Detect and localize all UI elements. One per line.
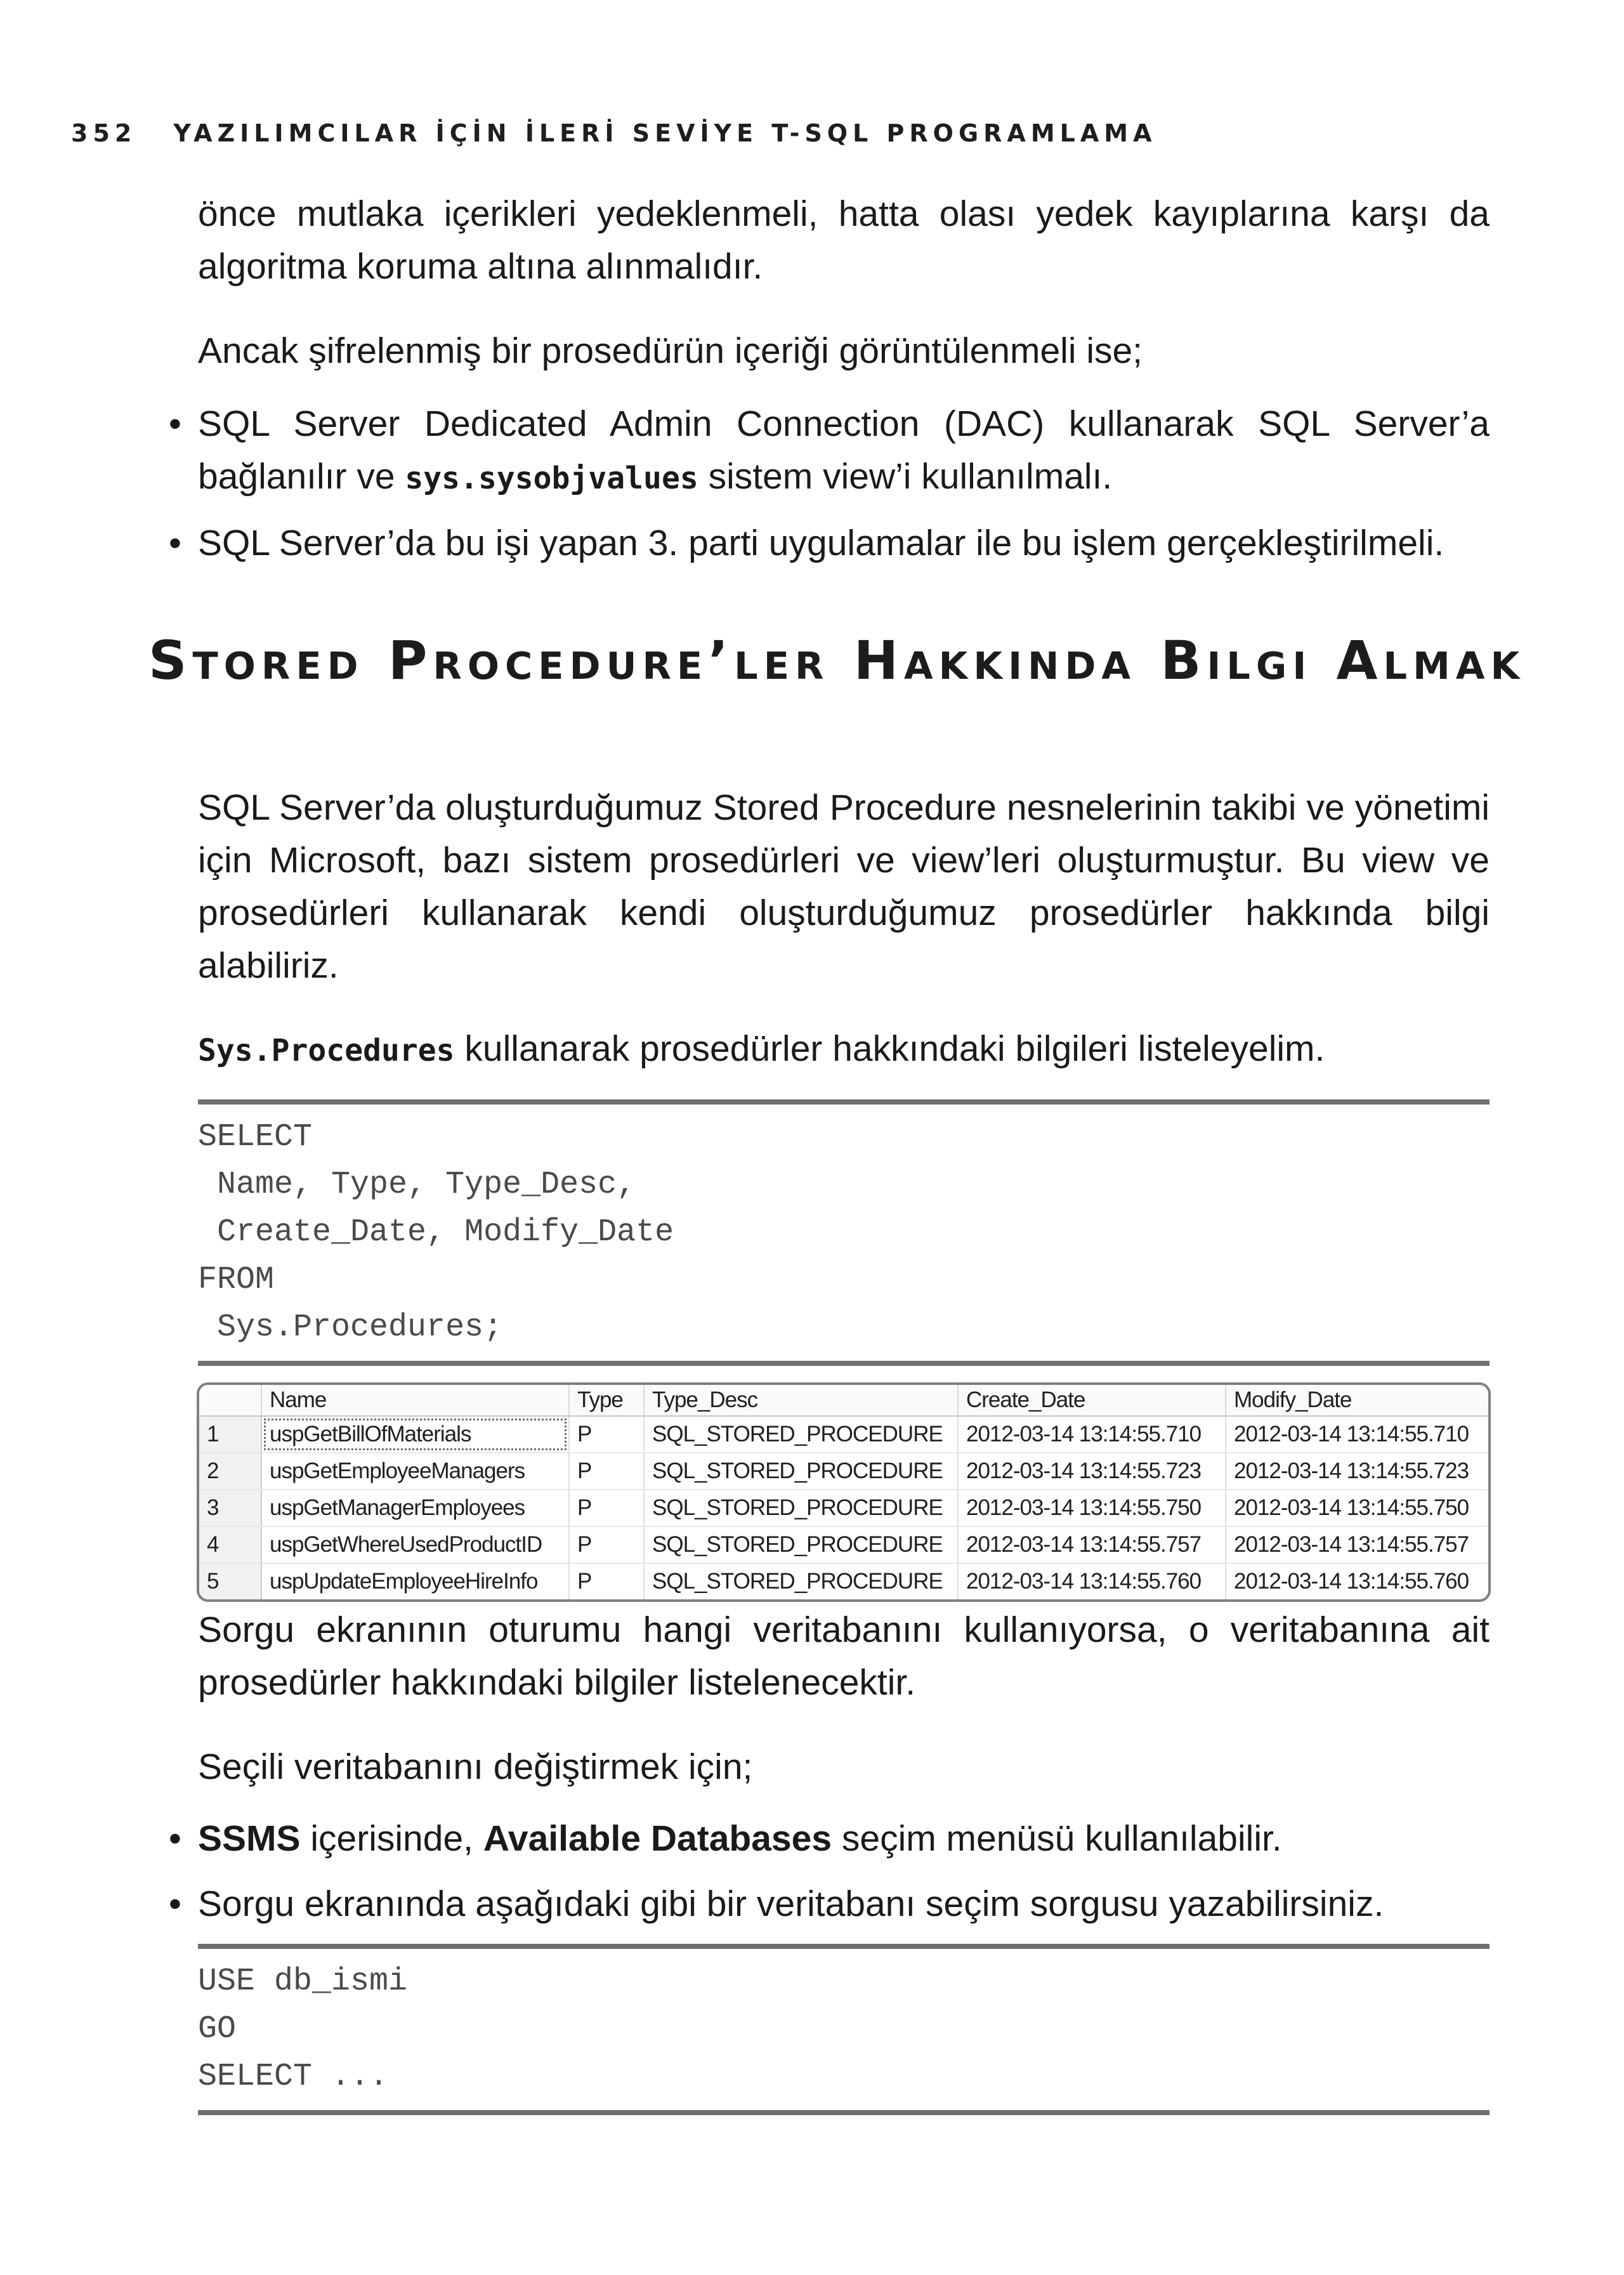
section-paragraph-1: SQL Server’da oluşturduğumuz Stored Procedure nesnelerinin takibi ve yönetimi için Microsoft, bazı sistem prosedürleri ve view’leri oluşturmuştur. Bu view ve prosedürleri kullanarak kendi oluşturduğumuz prosedürler hakkında bilgi alabiliriz. [198,787,1490,986]
page-number: 352 [71,119,137,147]
table-cell[interactable]: 2012-03-14 13:14:55.757 [1226,1526,1488,1563]
code-line: Sys.Procedures; [198,1309,503,1346]
table-cell[interactable]: SQL_STORED_PROCEDURE [644,1416,958,1453]
results-table [199,1385,1488,1599]
intro-paragraph-2: Ancak şifrelenmiş bir prosedürün içeriği görüntülenmeli ise; [198,331,1143,371]
book-title: YAZILIMCILAR İÇİN İLERİ SEVİYE T-SQL PROGRAMLAMA [173,119,1157,147]
table-cell[interactable]: P [569,1563,644,1599]
bullet-icon: • [169,403,181,444]
table-row[interactable] [199,1490,1488,1526]
bold-term: SSMS [198,1818,301,1859]
column-header-name[interactable]: Name [261,1385,569,1416]
table-cell[interactable]: P [569,1526,644,1563]
table-cell[interactable]: uspGetWhereUsedProductID [261,1526,569,1563]
intro-bullet-2: SQL Server’da bu işi yapan 3. parti uygulamalar ile bu işlem gerçekleştirilmeli. [198,523,1444,563]
code-block-select [198,1113,1490,1351]
table-cell[interactable]: 2012-03-14 13:14:55.760 [958,1563,1226,1599]
table-cell[interactable]: 2012-03-14 13:14:55.760 [1234,1569,1469,1594]
after-paragraph-2: Seçili veritabanını değiştirmek için; [198,1747,753,1787]
table-cell[interactable]: SQL_STORED_PROCEDURE [644,1453,958,1490]
row-number[interactable]: 2 [199,1453,261,1490]
table-cell[interactable]: 2012-03-14 13:14:55.723 [1226,1453,1488,1490]
row-number[interactable]: 5 [199,1563,261,1599]
column-header-type-desc[interactable]: Type_Desc [644,1385,958,1416]
results-grid[interactable] [197,1382,1491,1602]
bullet-text: seçim menüsü kullanılabilir. [832,1818,1282,1859]
table-cell[interactable]: uspGetEmployeeManagers [261,1453,569,1490]
code-line: SELECT [198,1119,313,1155]
table-cell[interactable]: SQL_STORED_PROCEDURE [644,1526,958,1563]
row-number[interactable]: 3 [199,1490,261,1526]
table-cell[interactable]: 2012-03-14 13:14:55.750 [958,1490,1226,1526]
bullet-text: SQL Server Dedicated Admin Connection (DAC) kullanarak SQL Server’a bağlanılır ve [198,403,1490,497]
row-number[interactable]: 1 [199,1416,261,1453]
header-row [199,1385,1488,1416]
column-header-type[interactable]: Type [569,1385,644,1416]
intro-bullet-1 [198,398,1490,505]
code-line: SELECT ... [198,2059,389,2095]
running-head [71,119,1157,147]
table-cell[interactable]: 2012-03-14 13:14:55.750 [1226,1490,1488,1526]
table-row[interactable] [199,1416,1488,1453]
table-cell[interactable]: 2012-03-14 13:14:55.710 [958,1416,1226,1453]
code-line: FROM [198,1262,275,1298]
code-line: USE db_ismi [198,1964,408,2000]
bullet-text: sistem view’i kullanılmalı. [698,456,1113,497]
bullet-icon: • [169,523,181,563]
table-cell[interactable]: uspGetManagerEmployees [261,1490,569,1526]
table-row[interactable] [199,1526,1488,1563]
paragraph-text: kullanarak prosedürler hakkındaki bilgileri listeleyelim. [454,1028,1325,1069]
after-paragraph-1: Sorgu ekranının oturumu hangi veritabanını kullanıyorsa, o veritabanına ait prosedürler hakkındaki bilgiler listelenecektir. [198,1610,1490,1703]
inline-code: sys.sysobjvalues [405,461,698,496]
table-cell[interactable]: uspGetBillOfMaterials [261,1416,569,1453]
after-bullet-2: Sorgu ekranında aşağıdaki gibi bir veritabanı seçim sorgusu yazabilirsiniz. [198,1884,1384,1924]
code-bottom-rule [198,1361,1490,1366]
table-row[interactable] [199,1563,1488,1599]
table-cell[interactable]: 2012-03-14 13:14:55.757 [958,1526,1226,1563]
column-header [199,1385,261,1416]
after-bullet-1 [198,1813,1490,1865]
table-cell[interactable]: 2012-03-14 13:14:55.710 [1226,1416,1488,1453]
row-number[interactable]: 4 [199,1526,261,1563]
column-header-modify-date[interactable]: Modify_Date [1226,1385,1488,1416]
code-line: GO [198,2011,237,2047]
table-cell[interactable]: SQL_STORED_PROCEDURE [644,1563,958,1599]
table-cell[interactable]: uspUpdateEmployeeHireInfo [261,1563,569,1599]
table-row[interactable] [199,1453,1488,1490]
code-block-use [198,1958,1490,2101]
code-line: Name, Type, Type_Desc, [198,1167,636,1203]
bullet-text: içerisinde, [300,1818,483,1859]
table-cell[interactable]: P [569,1490,644,1526]
table-cell[interactable]: SQL_STORED_PROCEDURE [644,1490,958,1526]
table-cell[interactable]: 2012-03-14 13:14:55.723 [958,1453,1226,1490]
bold-term: Available Databases [483,1818,832,1859]
code-top-rule [198,1944,1490,1949]
intro-paragraph-1: önce mutlaka içerikleri yedeklenmeli, hatta olası yedek kayıplarına karşı da algoritma koruma altına alınmalıdır. [198,193,1490,287]
code-bottom-rule [198,2110,1490,2115]
bullet-icon: • [169,1818,181,1859]
table-cell[interactable]: P [569,1453,644,1490]
code-top-rule [198,1099,1490,1105]
code-line: Create_Date, Modify_Date [198,1214,674,1250]
section-paragraph-2 [198,1023,1490,1077]
table-cell[interactable]: P [569,1416,644,1453]
bullet-icon: • [169,1884,181,1924]
inline-code: Sys.Procedures [198,1033,455,1068]
column-header-create-date[interactable]: Create_Date [958,1385,1226,1416]
section-heading: Stored Procedure’ler Hakkında Bilgi Almak [148,629,1526,692]
